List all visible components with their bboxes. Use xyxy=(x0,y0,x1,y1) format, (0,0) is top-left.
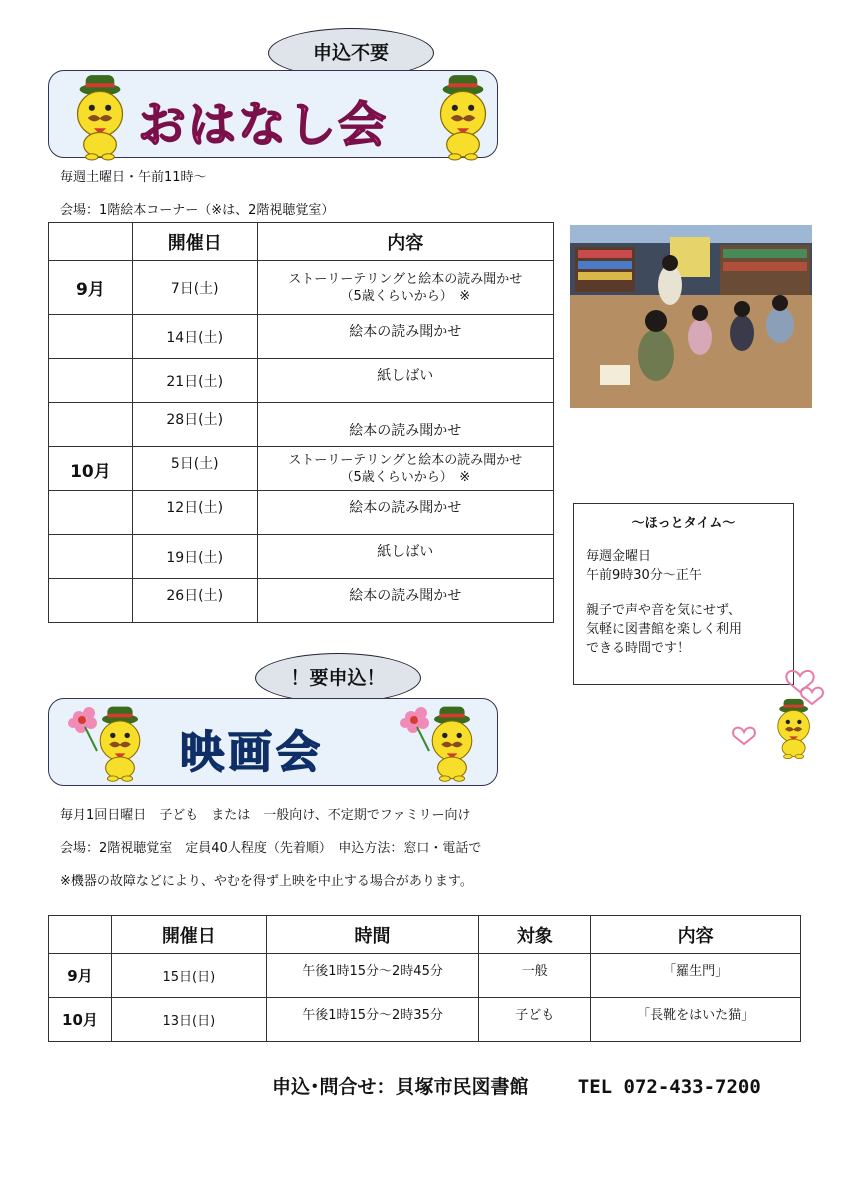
date-cell: 15日(日) xyxy=(111,954,266,998)
content-cell: 絵本の読み聞かせ xyxy=(257,403,553,447)
hotto-time-title: ～ほっとタイム～ xyxy=(631,516,736,531)
time-cell: 午後1時15分～2時35分 xyxy=(266,998,479,1042)
storytime-venue: 会場：1階絵本コーナー（※は、2階視聴覚室） xyxy=(60,203,335,218)
content-subline: （5歳くらいから） ※ xyxy=(340,469,471,485)
storytime-schedule: 毎週土曜日・午前11時～ xyxy=(60,170,207,185)
month-cell: 10月 xyxy=(49,447,133,491)
month-cell xyxy=(49,491,133,535)
hotto-desc-3: できる時間です！ xyxy=(586,641,691,656)
content-cell: 紙しばい xyxy=(257,359,553,403)
content-cell xyxy=(257,447,553,491)
mascot-right-icon xyxy=(432,71,494,163)
contact-label: 申込･問合せ：貝塚市民図書館 xyxy=(272,1076,529,1098)
content-line: ストーリーテリングと絵本の読み聞かせ xyxy=(288,271,523,287)
month-cell xyxy=(49,315,133,359)
movie-table xyxy=(48,915,801,1042)
table-row xyxy=(49,447,554,491)
movie-header-row xyxy=(49,916,801,954)
storytime-table xyxy=(48,222,554,623)
contact-info xyxy=(272,1072,761,1099)
hotto-desc-1: 親子で声や音を気にせず、 xyxy=(586,603,741,618)
month-cell xyxy=(49,403,133,447)
content-cell: 紙しばい xyxy=(257,535,553,579)
target-cell: 子ども xyxy=(479,998,591,1042)
time-cell: 午後1時15分～2時45分 xyxy=(266,954,479,998)
content-header: 内容 xyxy=(591,916,801,954)
month-cell: 9月 xyxy=(49,261,133,315)
table-row xyxy=(49,998,801,1042)
month-cell xyxy=(49,359,133,403)
month-cell xyxy=(49,535,133,579)
content-cell: 「長靴をはいた猫」 xyxy=(591,998,801,1042)
content-header: 内容 xyxy=(257,223,553,261)
application-required-badge xyxy=(255,653,421,703)
hotto-hours: 午前9時30分～正午 xyxy=(586,568,702,583)
content-cell: 絵本の読み聞かせ xyxy=(257,315,553,359)
table-row xyxy=(49,579,554,623)
library-photo xyxy=(570,225,812,408)
hotto-day: 毎週金曜日 xyxy=(586,549,652,564)
table-row xyxy=(49,491,554,535)
table-row xyxy=(49,403,554,447)
hotto-time-details xyxy=(574,547,793,658)
content-cell: 絵本の読み聞かせ xyxy=(257,579,553,623)
movie-info-frequency: 毎月1回日曜日 子ども または 一般向け、不定期でファミリー向け xyxy=(60,808,471,823)
application-required-text: ！要申込！ xyxy=(290,667,386,689)
date-cell: 14日(土) xyxy=(132,315,257,359)
month-cell: 9月 xyxy=(49,954,112,998)
content-cell: 絵本の読み聞かせ xyxy=(257,491,553,535)
date-cell: 5日(土) xyxy=(132,447,257,491)
mascot-hearts-icon xyxy=(730,662,830,762)
storytime-title: おはなし会 xyxy=(138,97,389,153)
time-header: 時間 xyxy=(266,916,479,954)
table-row xyxy=(49,535,554,579)
mascot-flower-right-icon xyxy=(399,703,479,787)
telephone-number: TEL 072-433-7200 xyxy=(577,1076,761,1098)
movie-info-venue: 会場：2階視聴覚室 定員40人程度（先着順） 申込方法：窓口・電話で xyxy=(60,841,482,856)
mascot-flower-left-icon xyxy=(67,703,147,787)
mascot-left-icon xyxy=(69,71,131,163)
table-row xyxy=(49,954,801,998)
date-header: 開催日 xyxy=(132,223,257,261)
table-row xyxy=(49,315,554,359)
no-application-text: 申込不要 xyxy=(312,42,389,64)
content-subline: （5歳くらいから） ※ xyxy=(340,288,471,304)
content-cell: 「羅生門」 xyxy=(591,954,801,998)
date-cell: 12日(土) xyxy=(132,491,257,535)
date-header: 開催日 xyxy=(111,916,266,954)
empty-header-cell xyxy=(49,223,133,261)
date-cell: 21日(土) xyxy=(132,359,257,403)
movie-info-notice: ※機器の故障などにより、やむを得ず上映を中止する場合があります。 xyxy=(60,874,473,889)
storytime-header-row xyxy=(49,223,554,261)
date-cell: 28日(土) xyxy=(132,403,257,447)
target-header: 対象 xyxy=(479,916,591,954)
date-cell: 7日(土) xyxy=(132,261,257,315)
empty-header-cell xyxy=(49,916,112,954)
month-cell xyxy=(49,579,133,623)
date-cell: 19日(土) xyxy=(132,535,257,579)
content-line: ストーリーテリングと絵本の読み聞かせ xyxy=(288,452,523,468)
date-cell: 26日(土) xyxy=(132,579,257,623)
month-cell: 10月 xyxy=(49,998,112,1042)
movie-title: 映画会 xyxy=(180,727,324,778)
table-row xyxy=(49,359,554,403)
date-cell: 13日(日) xyxy=(111,998,266,1042)
table-row xyxy=(49,261,554,315)
library-scene-image xyxy=(570,225,812,408)
content-cell xyxy=(257,261,553,315)
hotto-desc-2: 気軽に図書館を楽しく利用 xyxy=(586,622,743,637)
hotto-time-box xyxy=(573,503,794,685)
target-cell: 一般 xyxy=(479,954,591,998)
